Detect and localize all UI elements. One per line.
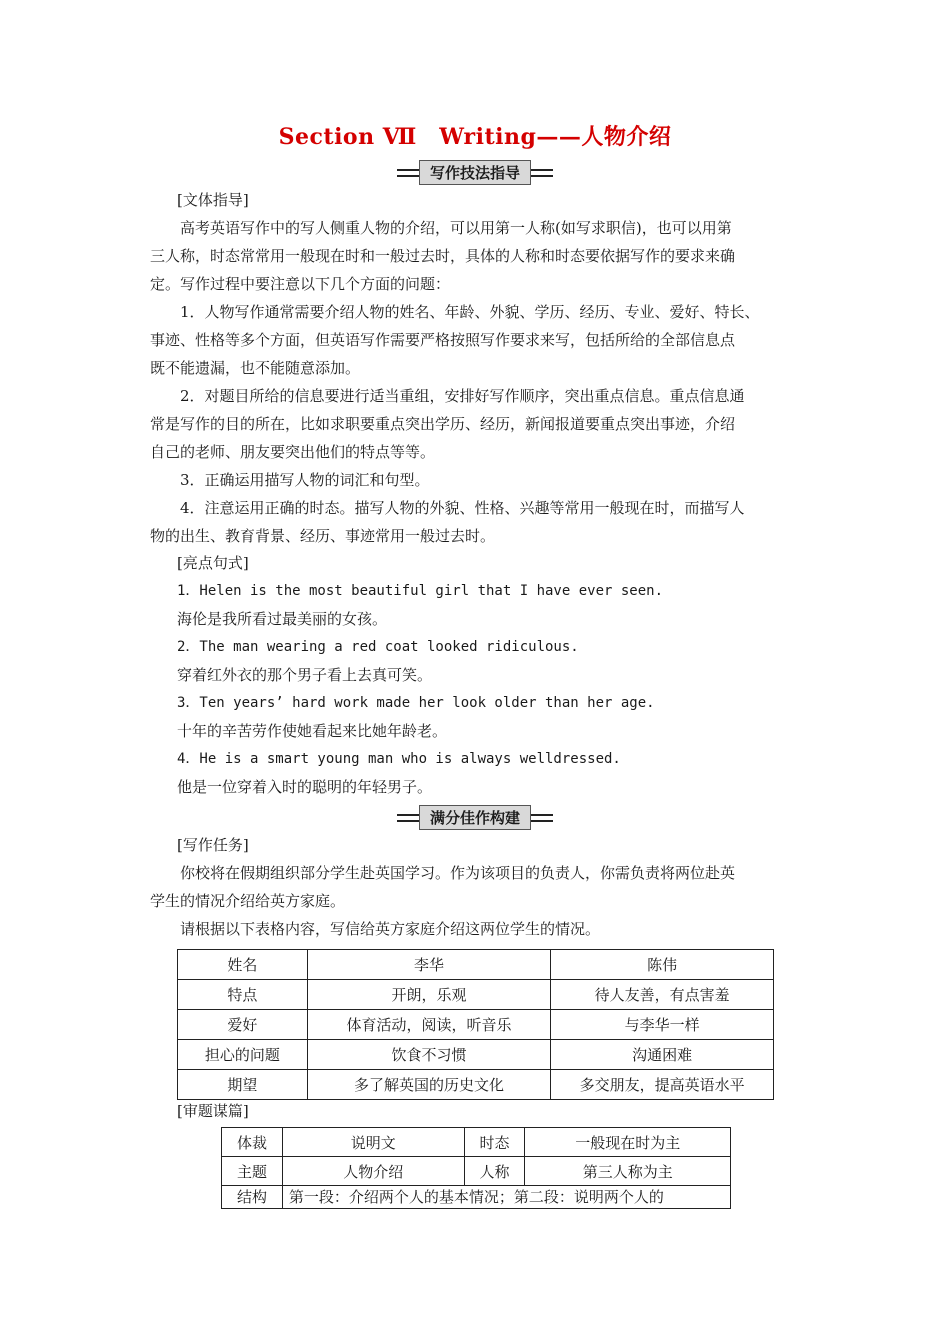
table-cell: 体裁 <box>222 1128 283 1157</box>
table-cell: 爱好 <box>178 1010 308 1040</box>
banner-right-rule <box>531 814 553 822</box>
point1-line-1: 1．人物写作通常需要介绍人物的姓名、年龄、外貌、学历、经历、专业、爱好、特长、 <box>150 303 760 321</box>
banner-right-rule <box>531 169 553 177</box>
point4-line-2: 物的出生、教育背景、经历、事迹常用一般过去时。 <box>150 527 496 545</box>
table-cell: 李华 <box>307 950 551 980</box>
heading-analysis: [审题谋篇] <box>177 1102 249 1120</box>
table-row <box>222 1186 731 1209</box>
sentence-4-english: 4．He is a smart young man who is always welldressed. <box>177 751 621 767</box>
table-cell: 沟通困难 <box>551 1040 774 1070</box>
banner-left-rule <box>397 814 419 822</box>
heading-highlight-sentences: [亮点句式] <box>177 554 249 572</box>
table-row <box>178 1070 774 1100</box>
sentence-2-chinese: 穿着红外衣的那个男子看上去真可笑。 <box>177 666 433 684</box>
table-cell: 人物介绍 <box>282 1157 464 1186</box>
table-cell: 期望 <box>178 1070 308 1100</box>
table-cell: 待人友善，有点害羞 <box>551 980 774 1010</box>
table-cell: 饮食不习惯 <box>307 1040 551 1070</box>
task-line-1: 你校将在假期组织部分学生赴英国学习。作为该项目的负责人，你需负责将两位赴英 <box>150 864 736 882</box>
table-cell: 一般现在时为主 <box>525 1128 731 1157</box>
table-row <box>178 1010 774 1040</box>
table-cell: 陈伟 <box>551 950 774 980</box>
table-cell: 与李华一样 <box>551 1010 774 1040</box>
table-row <box>222 1157 731 1186</box>
table-row <box>178 980 774 1010</box>
point4-line-1: 4．注意运用正确的时态。描写人物的外貌、性格、兴趣等常用一般现在时，而描写人 <box>150 499 745 517</box>
point2-line-1: 2．对题目所给的信息要进行适当重组，安排好写作顺序，突出重点信息。重点信息通 <box>150 387 745 405</box>
intro-line-3: 定。写作过程中要注意以下几个方面的问题： <box>150 275 451 293</box>
heading-writing-task: [写作任务] <box>177 836 249 854</box>
sentence-2-english: 2．The man wearing a red coat looked ridiculous. <box>177 639 579 655</box>
table-cell: 特点 <box>178 980 308 1010</box>
table-cell: 结构 <box>222 1186 283 1209</box>
table-cell: 开朗，乐观 <box>307 980 551 1010</box>
point1-line-3: 既不能遗漏，也不能随意添加。 <box>150 359 361 377</box>
point1-line-2: 事迹、性格等多个方面，但英语写作需要严格按照写作要求来写，包括所给的全部信息点 <box>150 331 736 349</box>
table-cell: 第一段：介绍两个人的基本情况；第二段：说明两个人的 <box>282 1186 730 1209</box>
table-cell: 体育活动，阅读，听音乐 <box>307 1010 551 1040</box>
table-row <box>222 1128 731 1157</box>
intro-line-1: 高考英语写作中的写人侧重人物的介绍，可以用第一人称(如写求职信)，也可以用第 <box>150 219 732 237</box>
point3-line: 3．正确运用描写人物的词汇和句型。 <box>150 471 430 489</box>
table-cell: 人称 <box>464 1157 525 1186</box>
task-line-2: 学生的情况介绍给英方家庭。 <box>150 892 346 910</box>
table-cell: 第三人称为主 <box>525 1157 731 1186</box>
banner-label: 满分佳作构建 <box>419 805 531 830</box>
intro-line-2: 三人称，时态常常用一般现在时和一般过去时，具体的人称和时态要依据写作的要求来确 <box>150 247 736 265</box>
table-cell: 姓名 <box>178 950 308 980</box>
section-banner-writing-skills <box>0 160 950 186</box>
table-cell: 时态 <box>464 1128 525 1157</box>
section-banner-model-essay <box>0 805 950 831</box>
sentence-3-english: 3．Ten years’ hard work made her look older than her age. <box>177 695 655 711</box>
task-instruction: 请根据以下表格内容，写信给英方家庭介绍这两位学生的情况。 <box>150 920 601 938</box>
analysis-table <box>221 1127 731 1209</box>
banner-left-rule <box>397 169 419 177</box>
sentence-3-chinese: 十年的辛苦劳作使她看起来比她年龄老。 <box>177 722 448 740</box>
table-row <box>178 950 774 980</box>
sentence-1-english: 1．Helen is the most beautiful girl that I have ever seen. <box>177 583 664 599</box>
sentence-4-chinese: 他是一位穿着入时的聪明的年轻男子。 <box>177 778 433 796</box>
table-cell: 主题 <box>222 1157 283 1186</box>
table-cell: 多交朋友，提高英语水平 <box>551 1070 774 1100</box>
student-info-table <box>177 949 774 1100</box>
table-row <box>178 1040 774 1070</box>
point2-line-3: 自己的老师、朋友要突出他们的特点等等。 <box>150 443 436 461</box>
banner-label: 写作技法指导 <box>419 160 531 185</box>
table-cell: 说明文 <box>282 1128 464 1157</box>
heading-style-guide: [文体指导] <box>177 191 249 209</box>
sentence-1-chinese: 海伦是我所看过最美丽的女孩。 <box>177 610 388 628</box>
table-cell: 担心的问题 <box>178 1040 308 1070</box>
point2-line-2: 常是写作的目的所在，比如求职要重点突出学历、经历，新闻报道要重点突出事迹，介绍 <box>150 415 736 433</box>
table-cell: 多了解英国的历史文化 <box>307 1070 551 1100</box>
page-title: Section Ⅶ Writing——人物介绍 <box>278 124 672 150</box>
